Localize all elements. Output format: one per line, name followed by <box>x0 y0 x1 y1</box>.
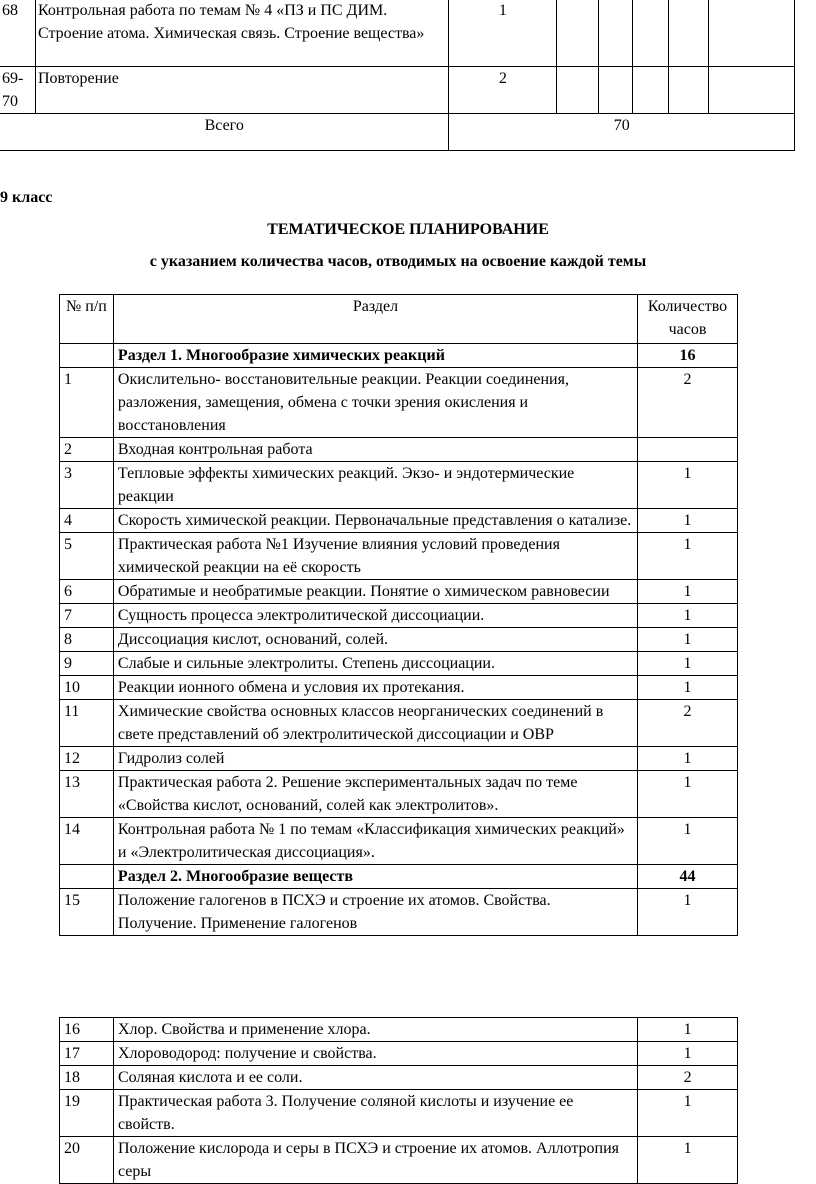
row-hours: 1 <box>638 676 738 700</box>
row-hours: 1 <box>638 509 738 533</box>
previous-grade-table <box>0 0 795 151</box>
section-title: Раздел 2. Многообразие веществ <box>113 865 637 889</box>
row-hours: 1 <box>638 652 738 676</box>
table-row <box>60 676 738 700</box>
header-section: Раздел <box>113 295 637 344</box>
row-number: 17 <box>60 1042 114 1066</box>
row-hours: 1 <box>638 1090 738 1137</box>
table-row <box>60 652 738 676</box>
row-number: 4 <box>60 509 114 533</box>
row-title: Обратимые и необратимые реакции. Понятие о химическом равновесии <box>113 580 637 604</box>
table-row <box>60 889 738 936</box>
empty-cell <box>599 67 633 114</box>
grade-heading: 9 класс <box>0 189 53 206</box>
table-row <box>60 1042 738 1066</box>
row-hours: 1 <box>638 628 738 652</box>
table-row <box>60 509 738 533</box>
row-number: 14 <box>60 818 114 865</box>
row-hours: 1 <box>638 771 738 818</box>
row-number: 8 <box>60 628 114 652</box>
row-title: Повторение <box>35 67 448 114</box>
row-number: 9 <box>60 652 114 676</box>
total-row <box>0 114 795 151</box>
page-subtitle: с указанием количества часов, отводимых на освоение каждой темы <box>149 253 647 270</box>
row-title: Реакции ионного обмена и условия их протекания. <box>113 676 637 700</box>
row-title: Хлороводород: получение и свойства. <box>113 1042 637 1066</box>
row-hours: 1 <box>638 1137 738 1184</box>
row-title: Контрольная работа № 1 по темам «Классификация химических реакций» и «Электролитическая диссоциация». <box>113 818 637 865</box>
row-number: 11 <box>60 700 114 747</box>
table-row <box>60 533 738 580</box>
row-title: Практическая работа 2. Решение экспериментальных задач по теме «Свойства кислот, оснований, солей как электролитов». <box>113 771 637 818</box>
row-title: Входная контрольная работа <box>113 438 637 462</box>
row-hours: 1 <box>638 604 738 628</box>
plan-table-body <box>60 344 738 936</box>
plan-table-continued <box>59 1017 738 1184</box>
table-row <box>0 0 795 67</box>
table-row <box>60 1137 738 1184</box>
table-row <box>60 700 738 747</box>
row-number: 15 <box>60 889 114 936</box>
row-title: Окислительно- восстановительные реакции. Реакции соединения, разложения, замещения, обмена с точки зрения окисления и восстановления <box>113 368 637 438</box>
empty-cell <box>633 67 669 114</box>
row-number: 19 <box>60 1090 114 1137</box>
row-hours: 2 <box>449 67 557 114</box>
table-row <box>60 580 738 604</box>
table-row <box>60 438 738 462</box>
row-title: Диссоциация кислот, оснований, солей. <box>113 628 637 652</box>
table-row <box>60 462 738 509</box>
row-number: 12 <box>60 747 114 771</box>
row-number: 5 <box>60 533 114 580</box>
row-number: 68 <box>0 0 35 67</box>
row-hours: 1 <box>638 1042 738 1066</box>
row-title: Контрольная работа по темам № 4 «ПЗ и ПС ДИМ. Строение атома. Химическая связь. Строение вещества» <box>35 0 448 67</box>
row-number: 69-70 <box>0 67 35 114</box>
row-hours: 1 <box>638 580 738 604</box>
row-number: 3 <box>60 462 114 509</box>
row-hours: 1 <box>449 0 557 67</box>
row-hours: 1 <box>638 533 738 580</box>
row-number: 7 <box>60 604 114 628</box>
total-label: Всего <box>0 114 449 151</box>
empty-cell <box>599 0 633 67</box>
row-hours: 2 <box>638 368 738 438</box>
row-title: Химические свойства основных классов неорганических соединений в свете представлений об электролитической диссоциации и ОВР <box>113 700 637 747</box>
row-hours: 1 <box>638 1018 738 1042</box>
plan-table <box>59 294 738 936</box>
empty-cell <box>669 67 709 114</box>
row-number <box>60 865 114 889</box>
row-hours: 1 <box>638 462 738 509</box>
empty-cell <box>557 67 599 114</box>
section-hours: 16 <box>638 344 738 368</box>
row-hours: 1 <box>638 747 738 771</box>
header-hours: Количество часов <box>638 295 738 344</box>
empty-cell <box>557 0 599 67</box>
row-title: Хлор. Свойства и применение хлора. <box>113 1018 637 1042</box>
empty-cell <box>669 0 709 67</box>
row-number: 20 <box>60 1137 114 1184</box>
row-number: 16 <box>60 1018 114 1042</box>
plan-table-continued-body <box>60 1018 738 1184</box>
section-row <box>60 344 738 368</box>
row-title: Гидролиз солей <box>113 747 637 771</box>
header-number: № п/п <box>60 295 114 344</box>
row-hours: 1 <box>638 889 738 936</box>
row-hours: 1 <box>638 818 738 865</box>
row-number: 13 <box>60 771 114 818</box>
row-hours <box>638 438 738 462</box>
table-row <box>60 771 738 818</box>
row-title: Практическая работа 3. Получение соляной кислоты и изучение ее свойств. <box>113 1090 637 1137</box>
total-value: 70 <box>449 114 795 151</box>
table-row <box>60 1018 738 1042</box>
row-hours: 2 <box>638 1066 738 1090</box>
table-row <box>60 1066 738 1090</box>
row-number: 10 <box>60 676 114 700</box>
table-row <box>60 628 738 652</box>
row-title: Тепловые эффекты химических реакций. Экзо- и эндотермические реакции <box>113 462 637 509</box>
page-title: ТЕМАТИЧЕСКОЕ ПЛАНИРОВАНИЕ <box>267 221 549 238</box>
row-number: 18 <box>60 1066 114 1090</box>
row-number: 1 <box>60 368 114 438</box>
table-header-row <box>60 295 738 344</box>
empty-cell <box>709 67 795 114</box>
row-title: Практическая работа №1 Изучение влияния условий проведения химической реакции на её скорость <box>113 533 637 580</box>
row-number: 6 <box>60 580 114 604</box>
row-number: 2 <box>60 438 114 462</box>
section-hours: 44 <box>638 865 738 889</box>
row-title: Скорость химической реакции. Первоначальные представления о катализе. <box>113 509 637 533</box>
row-title: Соляная кислота и ее соли. <box>113 1066 637 1090</box>
table-row <box>60 604 738 628</box>
table-row <box>60 368 738 438</box>
section-title: Раздел 1. Многообразие химических реакций <box>113 344 637 368</box>
row-title: Положение галогенов в ПСХЭ и строение их атомов. Свойства. Получение. Применение галогенов <box>113 889 637 936</box>
section-row <box>60 865 738 889</box>
row-number <box>60 344 114 368</box>
row-title: Слабые и сильные электролиты. Степень диссоциации. <box>113 652 637 676</box>
table-row <box>0 67 795 114</box>
table-row <box>60 1090 738 1137</box>
empty-cell <box>633 0 669 67</box>
row-hours: 2 <box>638 700 738 747</box>
empty-cell <box>709 0 795 67</box>
row-title: Сущность процесса электролитической диссоциации. <box>113 604 637 628</box>
table-row <box>60 747 738 771</box>
table-row <box>60 818 738 865</box>
row-title: Положение кислорода и серы в ПСХЭ и строение их атомов. Аллотропия серы <box>113 1137 637 1184</box>
